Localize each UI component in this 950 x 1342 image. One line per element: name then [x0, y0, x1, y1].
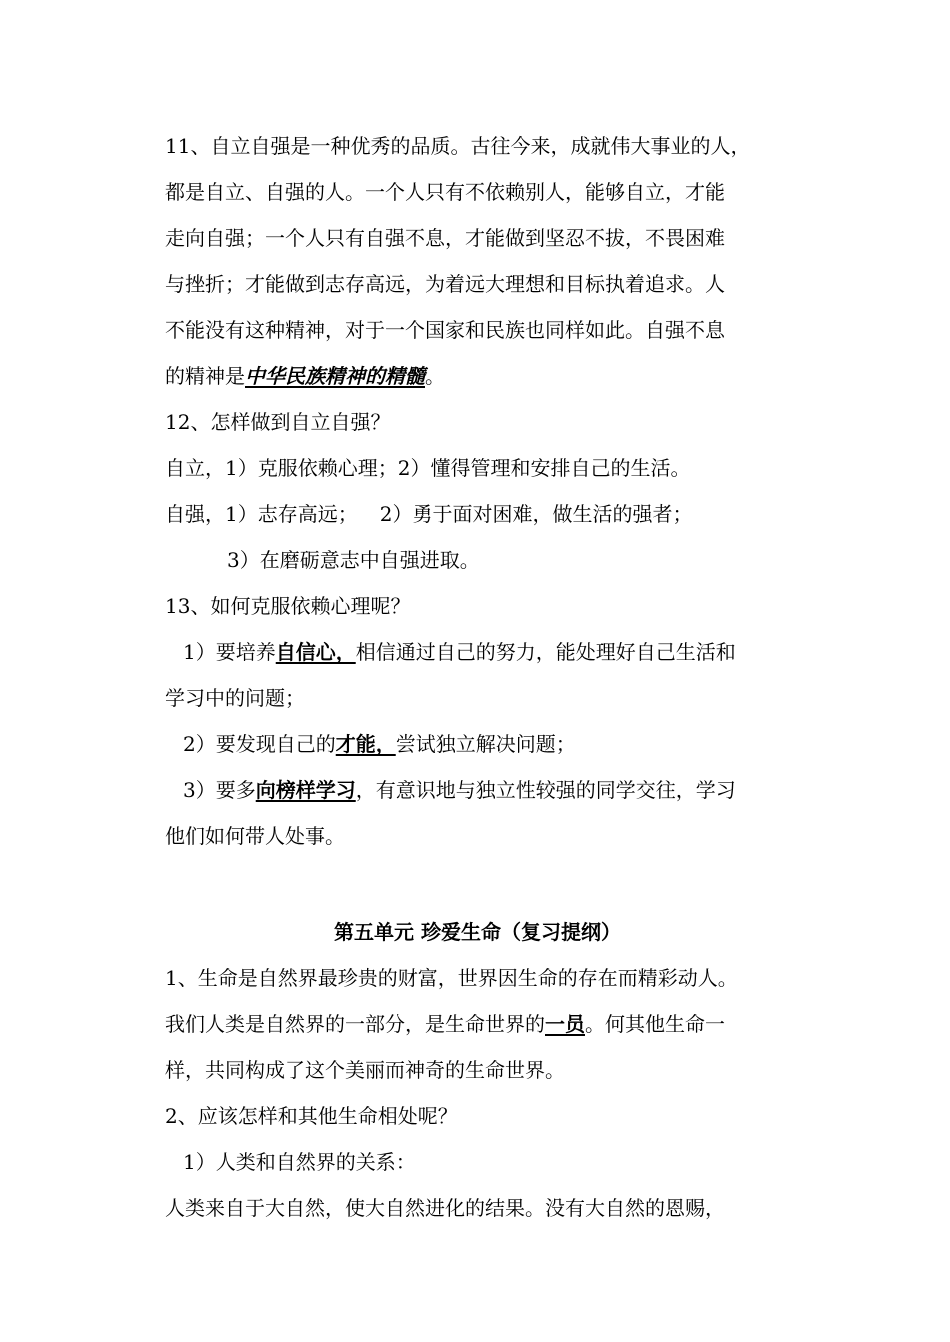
s13-point-2-emphasis: 才能，	[335, 732, 396, 756]
s13-point-1-post: 相信通过自己的努力，能处理好自己生活和	[355, 640, 736, 664]
s13-point-2	[165, 724, 790, 770]
s13-point-1-emphasis: 自信心，	[275, 640, 356, 664]
s12-answer-2	[165, 494, 790, 540]
s12-answer-1: 自立，1）克服依赖心理；2）懂得管理和安排自己的生活。	[165, 456, 691, 480]
s13-point-1-pre: 1）要培养	[183, 640, 276, 664]
s11-line-4: 与挫折；才能做到志存高远，为着远大理想和目标执着追求。人	[165, 272, 725, 296]
document-body	[165, 126, 790, 1234]
s13-question: 13、如何克服依赖心理呢？	[165, 594, 411, 618]
unit5-item-1-pre: 我们人类是自然界的一部分，是生命世界的	[165, 1012, 545, 1036]
s11-line-1: 11、自立自强是一种优秀的品质。古往今来，成就伟大事业的人，	[165, 134, 751, 158]
s11-line-3: 走向自强；一个人只有自强不息，才能做到坚忍不拔，不畏困难	[165, 226, 725, 250]
s13-point-2-pre: 2）要发现自己的	[183, 732, 336, 756]
s12-answer-2a: 自强，1）志存高远；	[165, 502, 358, 526]
unit5-title: 第五单元 珍爱生命（复习提纲）	[334, 920, 621, 944]
unit5-item-2-text: 人类来自于大自然，使大自然进化的结果。没有大自然的恩赐，	[165, 1196, 725, 1220]
s13-point-3-pre: 3）要多	[183, 778, 256, 802]
unit5-item-1-emphasis: 一员	[545, 1012, 585, 1036]
unit5-item-2-sub: 1）人类和自然界的关系：	[183, 1150, 416, 1174]
s11-line-6	[165, 356, 790, 402]
unit5-item-1-post: 。何其他生命一	[585, 1012, 725, 1036]
s11-line-5: 不能没有这种精神，对于一个国家和民族也同样如此。自强不息	[165, 318, 725, 342]
s13-point-3	[165, 770, 790, 816]
s12-answer-2b: 2）勇于面对困难，做生活的强者；	[379, 502, 693, 526]
s11-line-6-pre: 的精神是	[165, 364, 245, 388]
s13-point-3-line-2: 他们如何带人处事。	[165, 824, 345, 848]
s13-point-3-post: ，有意识地与独立性较强的同学交往，学习	[355, 778, 736, 802]
s11-emphasis: 中华民族精神的精髓	[245, 364, 425, 388]
unit5-item-1-line-1: 1、生命是自然界最珍贵的财富，世界因生命的存在而精彩动人。	[165, 966, 738, 990]
s11-line-6-post: 。	[425, 364, 445, 388]
unit5-item-2: 2、应该怎样和其他生命相处呢？	[165, 1104, 458, 1128]
s13-point-2-post: 尝试独立解决问题；	[395, 732, 576, 756]
s11-line-2: 都是自立、自强的人。一个人只有不依赖别人，能够自立，才能	[165, 180, 725, 204]
section-spacer	[165, 862, 790, 912]
s12-answer-3: 3）在磨砺意志中自强进取。	[227, 548, 480, 572]
unit5-item-1-line-3: 样，共同构成了这个美丽而神奇的生命世界。	[165, 1058, 565, 1082]
unit5-item-1-line-2	[165, 1004, 790, 1050]
s13-point-1-line-2: 学习中的问题；	[165, 686, 305, 710]
s13-point-1	[165, 632, 790, 678]
s12-question: 12、怎样做到自立自强？	[165, 410, 391, 434]
s13-point-3-emphasis: 向榜样学习	[255, 778, 356, 802]
